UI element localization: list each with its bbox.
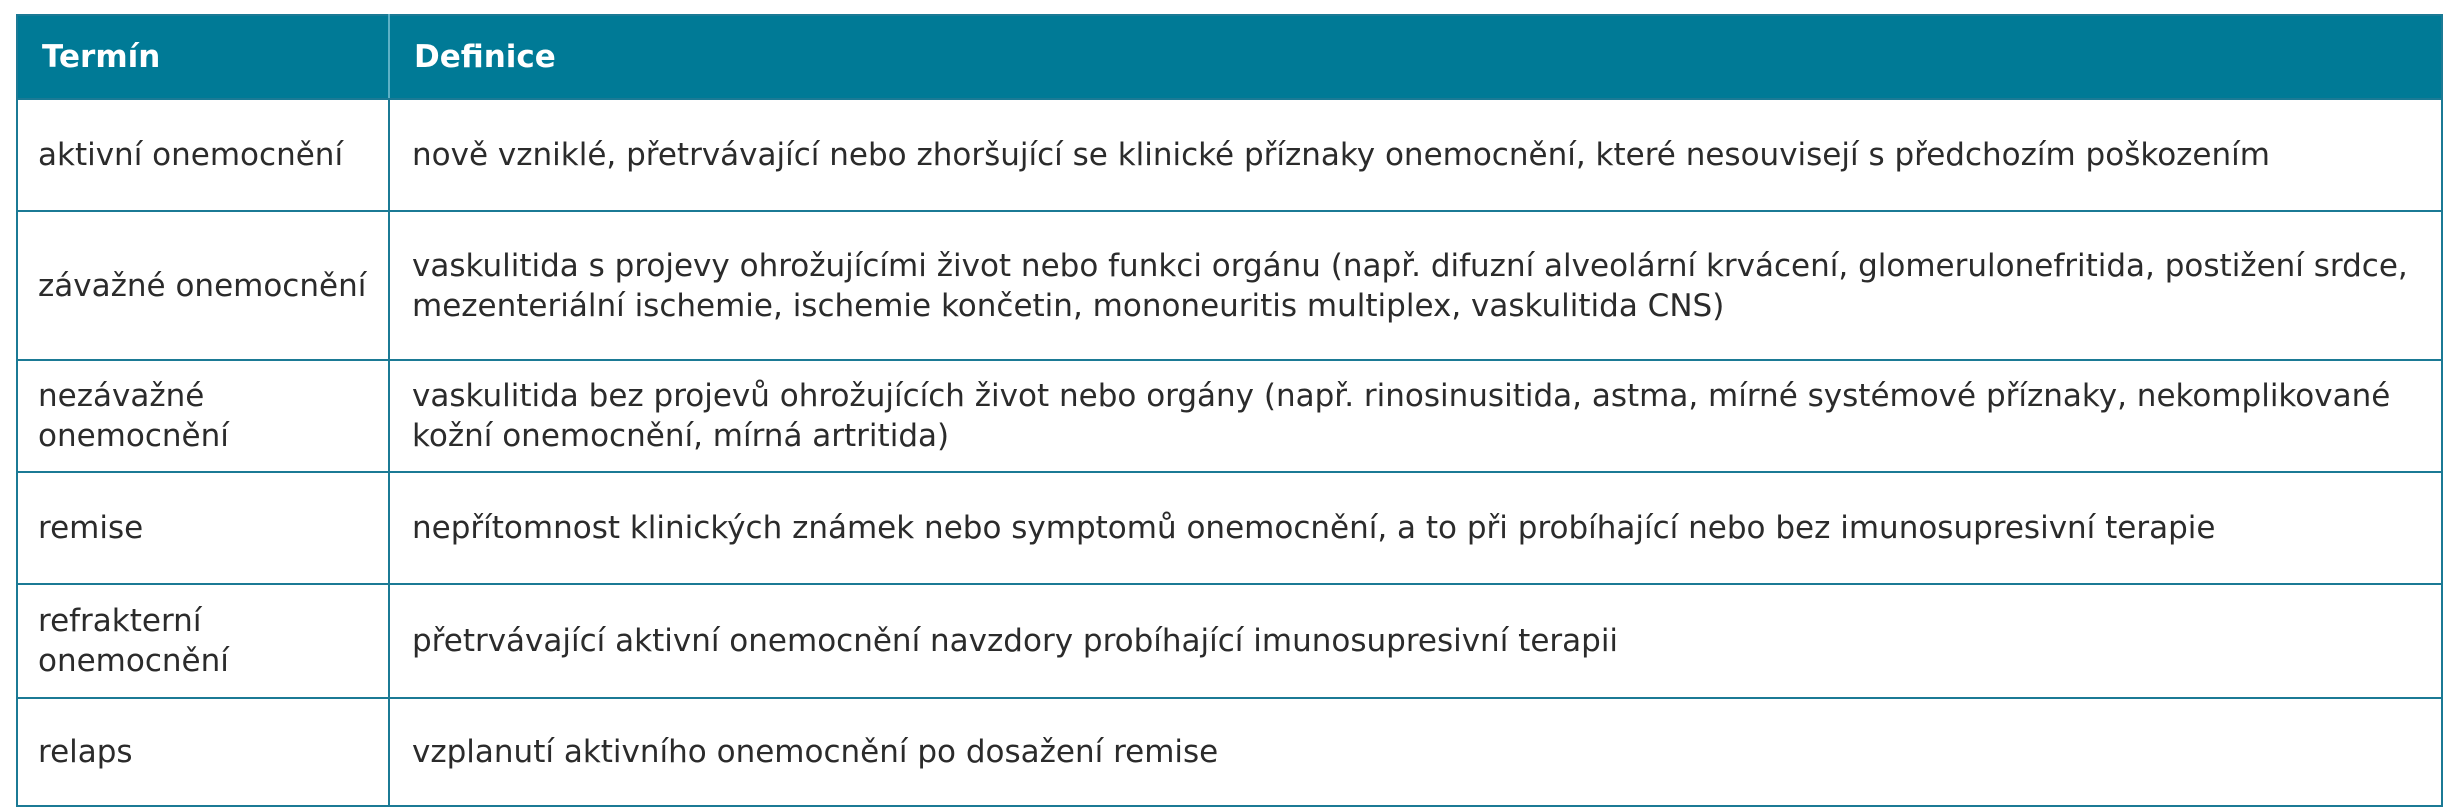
table-body [17,99,2442,806]
term-cell: relaps [17,698,389,806]
definitions-table [16,14,2443,807]
term-cell: závažné onemocnění [17,211,389,360]
term-cell: nezávažné onemocnění [17,360,389,472]
definition-cell: vzplanutí aktivního onemocnění po dosažení remise [389,698,2442,806]
definition-cell: nově vzniklé, přetrvávající nebo zhoršující se klinické příznaky onemocnění, které nesouvisejí s předchozím poškozením [389,99,2442,211]
column-header-term: Termín [17,15,389,99]
definitions-table-container [16,14,2443,807]
definition-cell: vaskulitida bez projevů ohrožujících život nebo orgány (např. rinosinusitida, astma, mírné systémové příznaky, nekomplikované kožní onemocnění, mírná artritida) [389,360,2442,472]
table-row [17,698,2442,806]
definition-cell: vaskulitida s projevy ohrožujícími život nebo funkci orgánu (např. difuzní alveolární krvácení, glomerulonefritida, postižení srdce, mezenteriální ischemie, ischemie končetin, mononeuritis multiplex, vaskulitida CNS) [389,211,2442,360]
table-row [17,360,2442,472]
definition-cell: nepřítomnost klinických známek nebo symptomů onemocnění, a to při probíhající nebo bez imunosupresivní terapie [389,472,2442,584]
table-row [17,99,2442,211]
term-cell: aktivní onemocnění [17,99,389,211]
term-cell: remise [17,472,389,584]
table-row [17,211,2442,360]
term-cell: refrakterní onemocnění [17,584,389,698]
table-row [17,472,2442,584]
table-header [17,15,2442,99]
column-header-definition: Definice [389,15,2442,99]
header-row [17,15,2442,99]
table-row [17,584,2442,698]
definition-cell: přetrvávající aktivní onemocnění navzdory probíhající imunosupresivní terapii [389,584,2442,698]
